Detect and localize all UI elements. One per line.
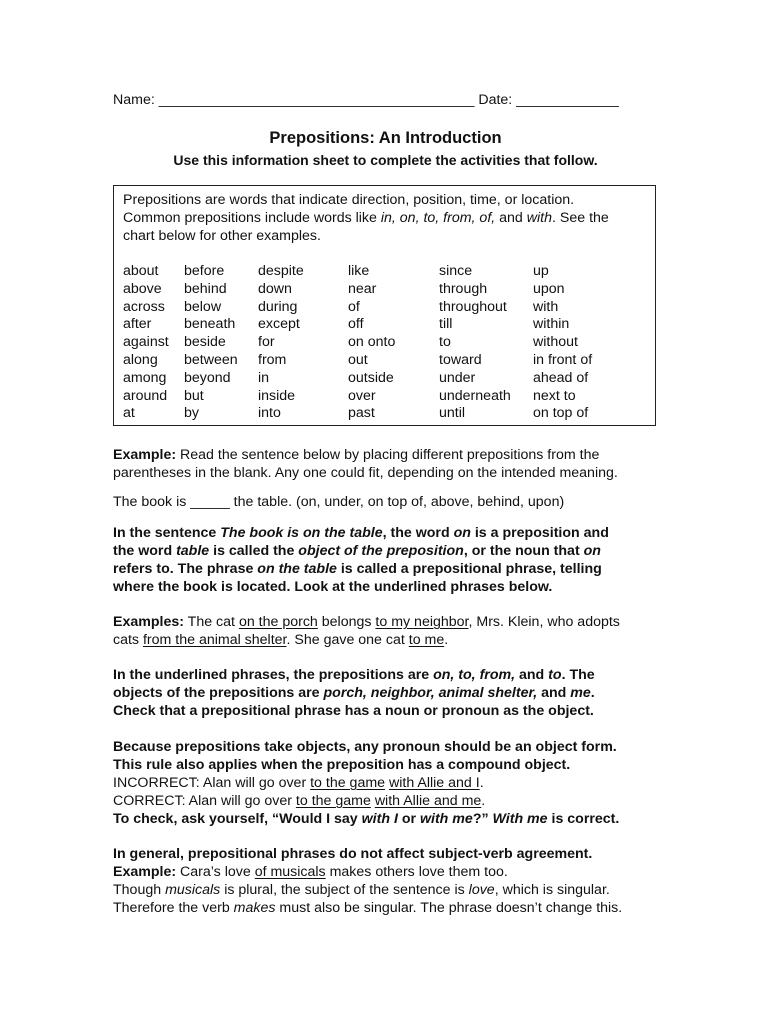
agreement-rule: In general, prepositional phrases do not affect subject-verb agreement.	[113, 846, 593, 862]
preposition-info-box	[113, 185, 656, 426]
preposition-word: among	[123, 369, 167, 386]
explanation-text: objects of the prepositions are	[113, 685, 324, 701]
underlined-phrase: to my neighbor	[375, 614, 469, 630]
examples-paragraph	[113, 613, 658, 649]
example-text: CORRECT: Alan will go over	[113, 793, 296, 809]
explanation-paragraph	[113, 524, 658, 596]
preposition-word: over	[348, 387, 376, 404]
preposition-word: down	[258, 280, 292, 297]
preposition-word: about	[123, 263, 159, 279]
preposition-word: off	[348, 316, 364, 333]
example-text: makes others love them too.	[325, 864, 508, 880]
preposition-word: with	[533, 298, 559, 315]
preposition-word: for	[258, 334, 275, 351]
check-text: is correct.	[547, 811, 620, 827]
check-italic: With me	[492, 811, 548, 827]
explanation-text: refers to. The phrase	[113, 561, 258, 577]
underlined-phrase: to the game	[310, 775, 386, 791]
explanation-italic: object of the preposition	[298, 543, 464, 559]
preposition-word: below	[184, 298, 222, 315]
preposition-word: by	[184, 405, 199, 422]
preposition-word: across	[123, 298, 165, 315]
examples-label: Examples:	[113, 614, 184, 630]
preposition-row	[123, 280, 653, 298]
preposition-word: beyond	[184, 369, 231, 386]
preposition-word: behind	[184, 280, 227, 297]
agreement-example	[113, 863, 658, 881]
preposition-word: during	[258, 298, 298, 315]
info-italic: in, on, to, from, of,	[380, 210, 496, 226]
example-instructions: parentheses in the blank. Any one could fit, depending on the intended meaning.	[113, 465, 618, 481]
explanation-line	[113, 524, 658, 542]
preposition-row	[123, 351, 653, 369]
explanation-line	[113, 684, 658, 702]
underlined-explanation	[113, 666, 658, 720]
preposition-word: between	[184, 351, 238, 368]
preposition-word: along	[123, 351, 158, 368]
preposition-word: to	[439, 334, 451, 351]
preposition-chart	[123, 262, 653, 422]
explanation-text: and	[537, 685, 571, 701]
example-text: INCORRECT: Alan will go over	[113, 775, 311, 791]
explanation-text: In the sentence	[113, 525, 221, 541]
explanation-text: is called the	[209, 543, 299, 559]
preposition-word: outside	[348, 369, 394, 386]
example-section	[113, 446, 658, 482]
preposition-row	[123, 333, 653, 351]
check-line	[113, 810, 658, 828]
object-form-section	[113, 738, 658, 828]
preposition-word: through	[439, 280, 488, 297]
preposition-word: before	[184, 263, 225, 279]
underlined-phrase: with Allie and me	[374, 793, 482, 809]
explanation-line: Check that a prepositional phrase has a noun or pronoun as the object.	[113, 703, 594, 719]
agreement-italic: makes	[233, 900, 276, 916]
preposition-word: except	[258, 316, 300, 333]
preposition-word: on top of	[533, 405, 589, 422]
agreement-text: Therefore the verb	[113, 900, 234, 916]
explanation-italic: on the table	[257, 561, 337, 577]
explanation-italic: The book is on the table	[220, 525, 383, 541]
preposition-word: beside	[184, 334, 226, 351]
preposition-word: ahead of	[533, 369, 589, 386]
agreement-section	[113, 845, 658, 917]
info-italic: with	[526, 210, 552, 226]
info-text: Common prepositions include words like	[123, 210, 381, 226]
incorrect-example	[113, 774, 658, 792]
explanation-italic: on	[453, 525, 471, 541]
preposition-word: above	[123, 280, 162, 297]
preposition-word: up	[533, 263, 549, 279]
preposition-row	[123, 298, 653, 316]
explanation-text: In the underlined phrases, the prepositions are	[113, 667, 434, 683]
preposition-word: near	[348, 280, 377, 297]
check-text: or	[397, 811, 420, 827]
preposition-word: inside	[258, 387, 296, 404]
preposition-row	[123, 404, 653, 422]
agreement-text: , which is singular.	[494, 882, 610, 898]
explanation-text: .	[590, 685, 595, 701]
info-line: chart below for other examples.	[123, 228, 321, 244]
preposition-word: at	[123, 405, 135, 422]
preposition-word: past	[348, 405, 375, 422]
underlined-phrase: from the animal shelter	[142, 632, 287, 648]
explanation-italic: porch, neighbor, animal shelter,	[323, 685, 538, 701]
preposition-word: in	[258, 369, 270, 386]
agreement-text: must also be singular. The phrase doesn’t change this.	[275, 900, 623, 916]
example-text: Cara’s love	[176, 864, 255, 880]
preposition-word: after	[123, 316, 152, 333]
correct-example	[113, 792, 658, 810]
explanation-text: is called a prepositional phrase, telling	[336, 561, 602, 577]
example-text: .	[479, 775, 484, 791]
info-line	[123, 209, 655, 227]
explanation-text: and	[515, 667, 549, 683]
preposition-word: of	[348, 298, 360, 315]
preposition-word: out	[348, 351, 368, 368]
examples-text: .	[444, 632, 449, 648]
explanation-text: is a preposition and	[470, 525, 609, 541]
agreement-text: Though	[113, 882, 166, 898]
preposition-word: upon	[533, 280, 565, 297]
check-text: To check, ask yourself, “Would I say	[113, 811, 362, 827]
preposition-word: until	[439, 405, 466, 422]
underlined-phrase: of musicals	[254, 864, 326, 880]
examples-text: cats	[113, 632, 143, 648]
preposition-row	[123, 387, 653, 405]
preposition-word: despite	[258, 263, 304, 279]
preposition-row	[123, 315, 653, 333]
name-label: Name:	[113, 92, 155, 108]
preposition-word: throughout	[439, 298, 507, 315]
date-blank: _____________	[516, 92, 619, 108]
explanation-text: , or the noun that	[463, 543, 584, 559]
agreement-line	[113, 881, 658, 899]
preposition-word: against	[123, 334, 169, 351]
agreement-italic: love	[468, 882, 495, 898]
agreement-text: is plural, the subject of the sentence is	[220, 882, 469, 898]
preposition-word: without	[533, 334, 578, 351]
preposition-word: on onto	[348, 334, 396, 351]
page-subtitle: Use this information sheet to complete the activities that follow.	[173, 152, 598, 168]
preposition-word: since	[439, 263, 473, 279]
info-text: . See the	[552, 210, 609, 226]
rule-line: This rule also applies when the preposition has a compound object.	[113, 757, 571, 773]
check-italic: with I	[361, 811, 398, 827]
explanation-italic: table	[176, 543, 210, 559]
preposition-word: into	[258, 405, 281, 422]
check-italic: with me	[419, 811, 473, 827]
info-text: and	[495, 210, 527, 226]
preposition-word: like	[348, 263, 370, 279]
underlined-phrase: to me	[408, 632, 445, 648]
example-text: Read the sentence below by placing different prepositions from the	[176, 447, 600, 463]
preposition-row	[123, 262, 653, 280]
underlined-phrase: on the porch	[238, 614, 318, 630]
preposition-word: within	[533, 316, 570, 333]
explanation-line: where the book is located. Look at the underlined phrases below.	[113, 579, 553, 595]
explanation-line	[113, 560, 658, 578]
agreement-italic: musicals	[165, 882, 221, 898]
page-title: Prepositions: An Introduction	[269, 129, 502, 147]
preposition-row	[123, 369, 653, 387]
example-text: .	[481, 793, 486, 809]
examples-text: The cat	[183, 614, 239, 630]
explanation-text: the word	[113, 543, 177, 559]
preposition-word: beneath	[184, 316, 236, 333]
examples-text: . She gave one cat	[286, 632, 409, 648]
check-text: ?”	[472, 811, 493, 827]
examples-line	[113, 613, 658, 631]
example-sentence: The book is _____ the table. (on, under, on top of, above, behind, upon)	[113, 494, 565, 510]
rule-line: Because prepositions take objects, any pronoun should be an object form.	[113, 739, 617, 755]
preposition-word: toward	[439, 351, 482, 368]
explanation-text: , the word	[382, 525, 454, 541]
example-label: Example:	[113, 447, 177, 463]
explanation-italic: to	[548, 667, 562, 683]
preposition-word: next to	[533, 387, 576, 404]
examples-text: , Mrs. Klein, who adopts	[468, 614, 620, 630]
underlined-phrase: to the game	[295, 793, 371, 809]
explanation-line	[113, 542, 658, 560]
info-line: Prepositions are words that indicate direction, position, time, or location.	[123, 192, 575, 208]
underlined-phrase: with Allie and I	[389, 775, 480, 791]
examples-text: belongs	[317, 614, 376, 630]
explanation-italic: on, to, from,	[433, 667, 516, 683]
explanation-text: . The	[561, 667, 595, 683]
date-label: Date:	[478, 92, 513, 108]
preposition-word: under	[439, 369, 476, 386]
preposition-word: around	[123, 387, 168, 404]
examples-line	[113, 631, 658, 649]
preposition-word: till	[439, 316, 453, 333]
example-instructions	[113, 446, 658, 464]
explanation-line	[113, 666, 658, 684]
preposition-word: underneath	[439, 387, 511, 404]
preposition-word: from	[258, 351, 287, 368]
explanation-italic: on	[583, 543, 601, 559]
explanation-italic: me	[570, 685, 591, 701]
example-label: Example:	[113, 864, 177, 880]
name-blank: ________________________________________	[158, 92, 475, 108]
agreement-line	[113, 899, 658, 917]
preposition-word: in front of	[533, 351, 593, 368]
name-date-line	[113, 91, 658, 109]
preposition-word: but	[184, 387, 204, 404]
